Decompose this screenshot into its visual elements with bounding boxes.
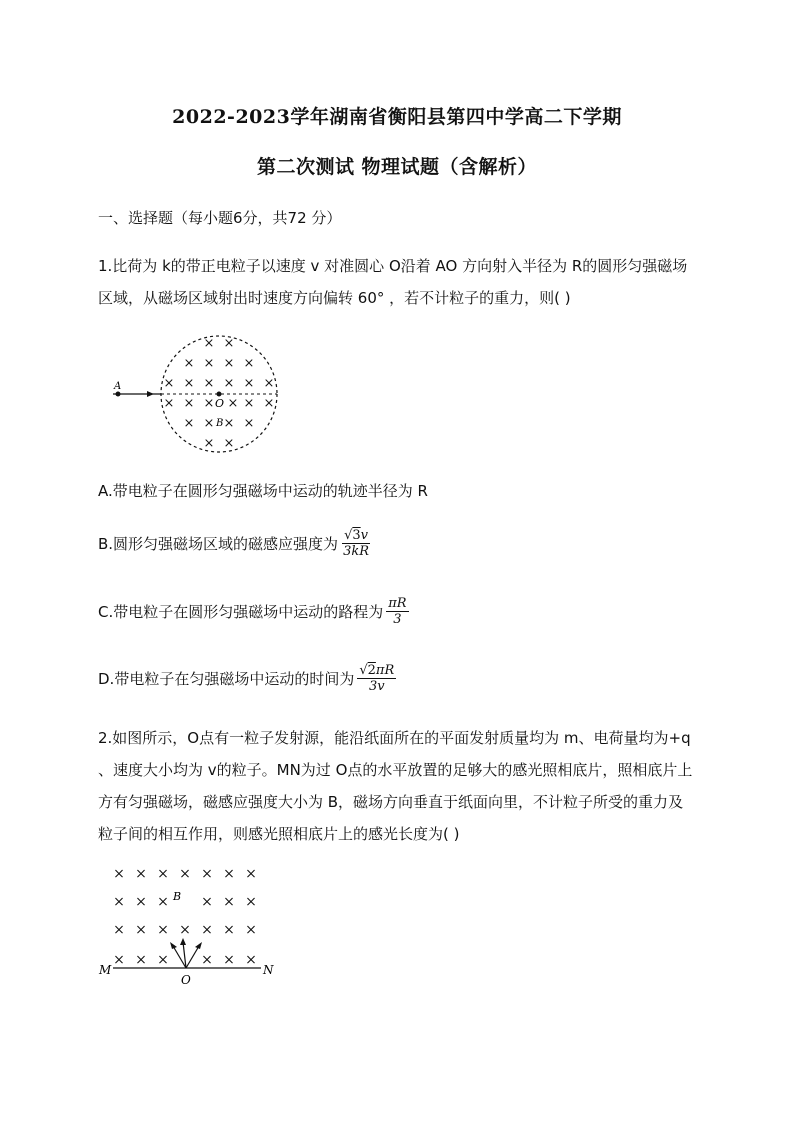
option-b-fraction: $\frac{√3v}{3kR}$ [343,528,369,559]
field-mark: × [263,396,275,411]
option-d-numerator: πR [375,663,395,678]
field-mark: × [113,952,125,968]
q1-option-c [98,596,409,627]
field-mark: × [113,894,125,910]
field-mark: × [135,922,147,938]
field-mark: × [183,396,195,411]
incident-arrow-icon [147,391,154,397]
field-mark: × [203,336,215,351]
question-1-stem: 1.比荷为 k的带正电粒子以速度 v 对准圆心 O沿着 AO 方向射入半径为 R的圆形匀强磁场区域，从磁场区域射出时速度方向偏转 60° ，若不计粒子的重力，则( ) [98,257,688,307]
q1-option-b [98,528,371,559]
title-line-1: 2022-2023学年湖南省衡阳县第四中学高二下学期 [172,106,622,128]
field-mark: × [203,356,215,371]
field-mark: × [201,952,213,968]
field-mark: × [245,922,257,938]
field-mark: × [157,922,169,938]
option-d-fraction: $\frac{√2\pi R}{3v}$ [359,663,395,694]
option-b-root: 3 [352,528,361,543]
option-d-text: D.带电粒子在匀强磁场中运动的时间为 [98,670,355,688]
field-mark: × [113,866,125,882]
figure-2-plate-field [95,860,295,990]
field-mark: × [201,922,213,938]
field-mark: × [223,866,235,882]
field-mark: × [183,376,195,391]
field-mark: × [163,396,175,411]
field-mark: × [163,376,175,391]
point-a [116,392,121,397]
field-mark: × [201,894,213,910]
field-mark: × [223,894,235,910]
field-mark: × [223,416,235,431]
field-mark: × [179,922,191,938]
field-mark: × [223,376,235,391]
field-mark: × [203,376,215,391]
label-b: B [173,890,182,903]
label-a: A [114,381,122,392]
field-mark: × [243,416,255,431]
field-mark: × [135,952,147,968]
figure-1-circular-field [105,330,295,460]
field-mark: × [179,866,191,882]
q1-option-d [98,663,396,694]
option-b-denominator: 3kR [343,544,369,559]
option-c-denominator: 3 [393,612,402,627]
option-c-numerator: πR [388,596,407,611]
field-mark: × [223,922,235,938]
field-mark: × [243,396,255,411]
field-mark: × [157,952,169,968]
question-2-stem: 2.如图所示，O点有一粒子发射源，能沿纸面所在的平面发射质量均为 m、电荷量均为+q 、速度大小均为 v的粒子。MN为过 O点的水平放置的足够大的感光照相底片，照相底片上方有匀强磁场，磁感应强度大小为 B，磁场方向垂直于纸面向里，不计粒子所受的重力及粒子间的相互作用，则感光照相底片上的感光长度为( ) [98,729,693,843]
option-b-text: B.圆形匀强磁场区域的磁感应强度为 [98,535,339,553]
label-n: N [263,963,274,977]
field-mark: × [245,866,257,882]
field-mark: × [223,952,235,968]
field-mark: × [245,894,257,910]
field-mark: × [203,436,215,451]
option-c-text: C.带电粒子在圆形匀强磁场中运动的路程为 [98,603,384,621]
option-d-denominator: 3v [368,679,385,694]
label-o: O [181,973,191,987]
field-mark: × [243,376,255,391]
field-mark: × [227,396,239,411]
field-mark: × [135,866,147,882]
field-mark: × [113,922,125,938]
title-line-2: 第二次测试 物理试题（含解析） [256,156,538,178]
field-mark: × [203,416,215,431]
field-mark: × [157,894,169,910]
field-mark: × [203,396,215,411]
option-b-numerator: v [360,528,368,543]
field-mark: × [183,356,195,371]
field-mark: × [223,356,235,371]
field-mark: × [263,376,275,391]
field-mark: × [223,336,235,351]
option-c-fraction [386,596,408,627]
section-heading: 一、选择题（每小题6分，共72 分） [98,209,342,227]
emission-arrows-icon [170,938,202,968]
label-m: M [99,963,112,977]
field-mark: × [157,866,169,882]
q1-option-a: A.带电粒子在圆形匀强磁场中运动的轨迹半径为 R [98,482,428,500]
field-mark: × [135,894,147,910]
field-mark: × [223,436,235,451]
point-o [217,392,222,397]
label-o: O [215,397,225,410]
field-mark: × [183,416,195,431]
label-b: B [216,418,224,429]
field-mark: × [243,356,255,371]
field-mark: × [201,866,213,882]
field-mark: × [245,952,257,968]
option-d-root: 2 [367,663,376,678]
